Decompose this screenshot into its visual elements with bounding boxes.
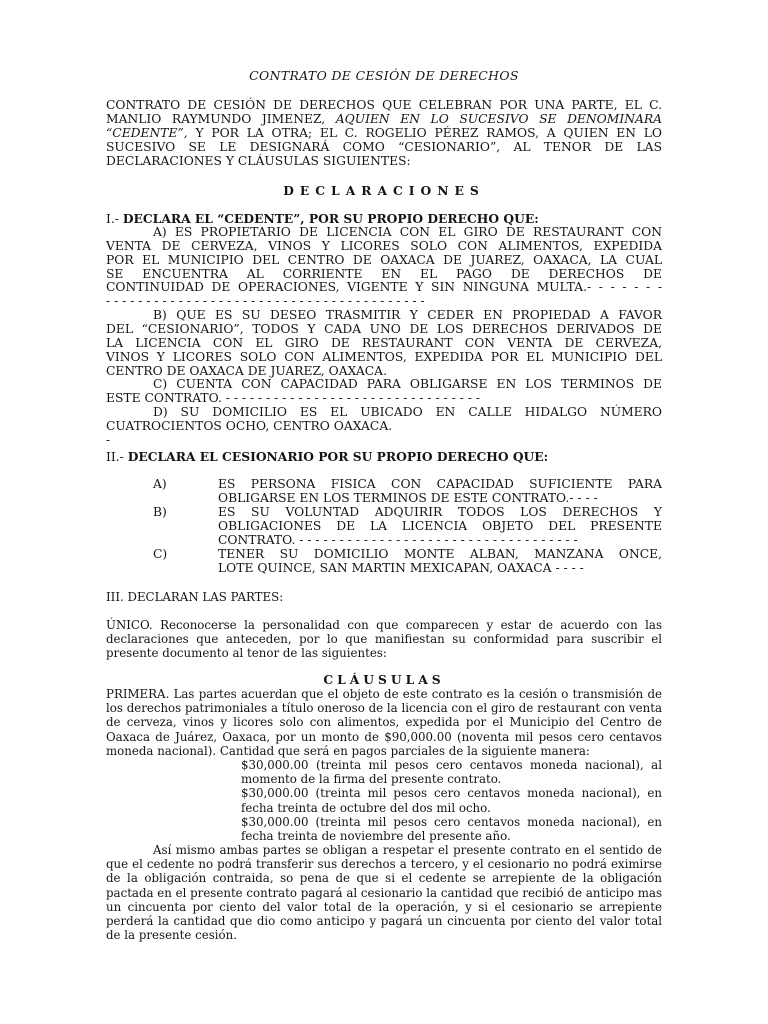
item-label: A) bbox=[153, 477, 167, 491]
clause-a-line: VENTA DE CERVEZA, VINOS Y LICORES SOLO CON ALIMENTOS, EXPEDIDA bbox=[106, 238, 662, 253]
section-1-heading: I.- DECLARA EL “CEDENTE”, POR SU PROPIO DERECHO QUE: bbox=[106, 211, 539, 226]
item-line: TENER SU DOMICILIO MONTE ALBAN, MANZANA ONCE, bbox=[218, 547, 662, 561]
clausulas-heading: CLÁUSULAS bbox=[323, 672, 445, 687]
asi-mismo-line: de la presente cesión. bbox=[106, 928, 237, 943]
clause-a-line: A) ES PROPIETARIO DE LICENCIA CON EL GIRO DE RESTAURANT CON bbox=[153, 224, 662, 239]
clause-b-line: CENTRO DE OAXACA DE JUAREZ, OAXACA. bbox=[106, 363, 387, 378]
primera-line: Oaxaca de Juárez, Oaxaca, por un monto de $90,000.00 (noventa mil pesos cero centavos bbox=[106, 729, 662, 744]
item-line: OBLIGACIONES DE LA LICENCIA OBJETO DEL PRESENTE bbox=[218, 518, 662, 533]
clause-d-line: D) SU DOMICILIO ES EL UBICADO EN CALLE HIDALGO NÚMERO bbox=[153, 405, 662, 420]
unico-paragraph bbox=[106, 618, 662, 661]
asi-mismo-line: que el cedente no podrá transferir sus derechos a tercero, y el cesionario no podrá eximirse bbox=[106, 857, 662, 872]
item-line: LOTE QUINCE, SAN MARTIN MEXICAPAN, OAXACA - - - - bbox=[218, 560, 584, 575]
clausula-primera bbox=[106, 687, 662, 758]
unico-line: presente documento al tenor de las siguientes: bbox=[106, 646, 387, 661]
clause-b-line: VINOS Y LICORES SOLO CON ALIMENTOS, EXPEDIDA POR EL MUNICIPIO DEL bbox=[106, 349, 662, 364]
payment-line: $30,000.00 (treinta mil pesos cero centavos moneda nacional), en bbox=[241, 786, 662, 801]
asi-mismo-line: Así mismo ambas partes se obligan a respetar el presente contrato en el sentido de bbox=[153, 843, 662, 857]
item-label: C) bbox=[153, 547, 168, 561]
primera-line: de cerveza, vinos y licores solo con alimentos, expedida por el Municipio del Centro de bbox=[106, 715, 662, 730]
clause-c-line: C) CUENTA CON CAPACIDAD PARA OBLIGARSE EN LOS TERMINOS DE bbox=[153, 377, 662, 392]
clause-a-line: - - - - - - - - - - - - - - - - - - - - - - - - - - - - - - - - - - - - - - - - bbox=[106, 294, 425, 309]
item-line: ES SU VOLUNTAD ADQUIRIR TODOS LOS DERECHOS Y bbox=[218, 505, 662, 519]
intro-line: CONTRATO DE CESIÓN DE DERECHOS QUE CELEBRAN POR UNA PARTE, EL C. bbox=[106, 98, 662, 112]
primera-line: los derechos patrimoniales a título oneroso de la licencia con el giro de restaurant con venta bbox=[106, 701, 662, 716]
section-1 bbox=[106, 212, 662, 309]
payment-line: fecha treinta de noviembre del presente año. bbox=[241, 828, 511, 843]
payment-line: momento de la firma del presente contrato. bbox=[241, 772, 502, 787]
intro-paragraph bbox=[106, 99, 662, 168]
intro-line: SUCESIVO SE LE DESIGNARÁ COMO “CESIONARIO”, AL TENOR DE LAS bbox=[106, 139, 662, 154]
section-2-heading: II.- DECLARA EL CESIONARIO POR SU PROPIO DERECHO QUE: bbox=[106, 449, 549, 464]
section-1-b bbox=[106, 309, 662, 448]
intro-line: “CEDENTE”, Y POR LA OTRA; EL C. ROGELIO PÉREZ RAMOS, A QUIEN EN LO bbox=[106, 125, 662, 140]
asi-mismo-line: perderá la cantidad que dio como anticipo y pagará un cincuenta por ciento del valor total bbox=[106, 913, 662, 928]
clause-b-line: B) QUE ES SU DESEO TRASMITIR Y CEDER EN PROPIEDAD A FAVOR bbox=[153, 308, 662, 322]
intro-line: DECLARACIONES Y CLÁUSULAS SIGUIENTES: bbox=[106, 153, 411, 168]
clause-a-line: POR EL MUNICIPIO DEL CENTRO DE OAXACA DE JUAREZ, OAXACA, LA CUAL bbox=[106, 252, 662, 267]
unico-line: ÚNICO. Reconocerse la personalidad con que comparecen y estar de acuerdo con las bbox=[106, 618, 662, 632]
payment-schedule bbox=[241, 758, 662, 843]
clause-d-line: CUATROCIENTOS OCHO, CENTRO OAXACA. bbox=[106, 419, 393, 434]
section-3-heading: III. DECLARAN LAS PARTES: bbox=[106, 590, 284, 604]
payment-line: $30,000.00 (treinta mil pesos cero centavos moneda nacional), al bbox=[241, 758, 662, 772]
item-line: OBLIGARSE EN LOS TERMINOS DE ESTE CONTRATO.- - - - bbox=[218, 490, 598, 505]
intro-line: MANLIO RAYMUNDO JIMENEZ, AQUIEN EN LO SUCESIVO SE DENOMINARA bbox=[106, 111, 662, 126]
clause-b-line: DEL “CESIONARIO”, TODOS Y CADA UNO DE LOS DERECHOS DERIVADOS DE bbox=[106, 321, 662, 336]
clause-a-line: CONTINUIDAD DE OPERACIONES, VIGENTE Y SIN NINGUNA MULTA.- - - - - - - bbox=[106, 280, 662, 295]
clause-b-line: LA LICENCIA CON EL GIRO DE RESTAURANT CON VENTA DE CERVEZA, bbox=[106, 335, 662, 350]
primera-line: PRIMERA. Las partes acuerdan que el objeto de este contrato es la cesión o transmisión de bbox=[106, 687, 662, 701]
clause-a-line: SE ENCUENTRA AL CORRIENTE EN EL PAGO DE DERECHOS DE bbox=[106, 266, 662, 281]
payment-line: $30,000.00 (treinta mil pesos cero centavos moneda nacional), en bbox=[241, 814, 662, 829]
asi-mismo-line: pactada en el presente contrato pagará al cesionario la cantidad que recibió de anticipo mas bbox=[106, 885, 663, 900]
item-line: ES PERSONA FISICA CON CAPACIDAD SUFICIENTE PARA bbox=[218, 477, 662, 491]
clause-c-line: ESTE CONTRATO. - - - - - - - - - - - - - - - - - - - - - - - - - - - - - - - - bbox=[106, 391, 480, 406]
primera-line: moneda nacional). Cantidad que será en pagos parciales de la siguiente manera: bbox=[106, 743, 590, 758]
item-label: B) bbox=[153, 505, 167, 519]
asi-mismo-line: de la obligación contraida, so pena de que si el cedente se arrepiente de la obligación bbox=[106, 871, 662, 886]
stray-dash: - bbox=[106, 433, 111, 448]
asi-mismo-line: un cincuenta por ciento del valor total de la operación, y si el cesionario se arrepiente bbox=[106, 899, 662, 914]
document-title: CONTRATO DE CESIÓN DE DERECHOS bbox=[249, 68, 519, 83]
unico-line: declaraciones que anteceden, por lo que manifiestan su conformidad para suscribir el bbox=[106, 632, 662, 647]
asi-mismo-paragraph bbox=[106, 843, 662, 942]
declaraciones-heading: DECLARACIONES bbox=[283, 183, 485, 198]
item-line: CONTRATO. - - - - - - - - - - - - - - - - - - - - - - - - - - - - - - - - - - - bbox=[218, 532, 578, 547]
payment-line: fecha treinta de octubre del dos mil ocho. bbox=[241, 800, 491, 815]
